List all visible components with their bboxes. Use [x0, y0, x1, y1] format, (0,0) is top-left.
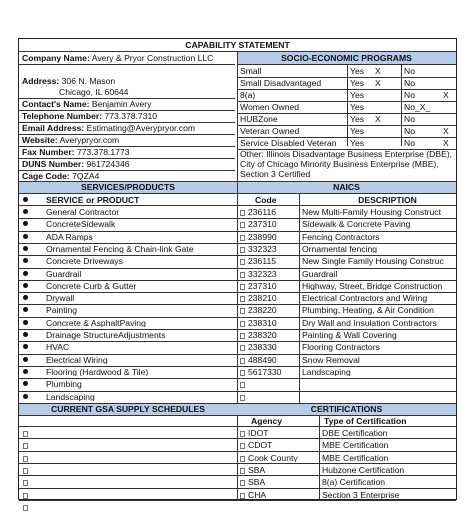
placeholder-box-icon — [240, 259, 245, 265]
socio-yes-option[interactable]: Yes — [350, 115, 365, 124]
socio-yes-mark: X — [375, 67, 381, 76]
service-label: Concrete Driveways — [46, 257, 123, 266]
socio-yes-option[interactable]: Yes — [350, 139, 365, 148]
naics-code-cell — [240, 270, 298, 279]
certification-type-header: Type of Certification — [324, 417, 407, 426]
naics-description: Dry Wall and Insulation Contractors — [302, 318, 437, 328]
service-label: HVAC — [46, 343, 70, 352]
naics-description: Painting & Wall Covering — [302, 331, 397, 340]
service-item — [23, 294, 235, 303]
address-line: Address: 306 N. Mason — [22, 77, 116, 86]
placeholder-box-icon — [240, 456, 245, 462]
placeholder-box-icon — [23, 480, 28, 486]
service-label: Guardrail — [46, 269, 82, 279]
service-item — [23, 220, 235, 229]
naics-code: 237310 — [248, 281, 277, 291]
bullet-icon — [23, 246, 28, 251]
address-line-2: Chicago, IL 60644 — [59, 88, 129, 97]
naics-description: Flooring Contractors — [302, 343, 380, 352]
bullet-icon — [23, 394, 28, 399]
placeholder-box-icon — [240, 395, 245, 401]
bullet-icon — [23, 332, 28, 337]
service-item — [23, 356, 235, 365]
company-name-label: Company Name — [22, 54, 87, 63]
placeholder-box-icon — [240, 358, 245, 364]
company-name: Avery & Pryor Construction LLC — [91, 54, 214, 63]
service-label: Concrete Curb & Gutter — [46, 281, 137, 291]
bullet-icon — [23, 221, 28, 226]
bullet-icon — [23, 320, 28, 325]
service-label: General Contractor — [46, 208, 120, 217]
capability-statement-sheet — [18, 38, 457, 500]
certification-agency: CDOT — [240, 441, 318, 450]
placeholder-box-icon — [240, 382, 245, 388]
socio-yes-option[interactable]: Yes — [350, 67, 365, 76]
placeholder-box-icon — [240, 235, 245, 241]
naics-code: 238990 — [248, 232, 277, 242]
contact-name: Benjamin Avery — [91, 100, 152, 109]
naics-description: Snow Removal — [302, 355, 360, 365]
website-link[interactable]: Averypryor.com — [59, 136, 120, 145]
socio-yes-mark: X — [375, 115, 381, 124]
naics-description: Sidewalk & Concrete Paving — [302, 220, 411, 229]
socio-yes-option[interactable]: Yes — [350, 91, 365, 100]
bullet-icon — [23, 295, 28, 300]
service-item — [23, 393, 235, 402]
socio-program-label: Small — [240, 67, 262, 76]
naics-code: 238220 — [248, 306, 277, 315]
bullet-icon — [23, 369, 28, 374]
naics-code-cell — [240, 294, 298, 303]
placeholder-box-icon — [240, 308, 245, 314]
placeholder-box-icon — [240, 431, 245, 437]
email-address[interactable]: Estimating@Averypryor.com — [86, 124, 196, 133]
naics-description: Guardrail — [302, 269, 338, 279]
naics-code: 238310 — [248, 318, 277, 328]
naics-code-cell — [240, 245, 298, 254]
certification-type: MBE Certification — [322, 441, 389, 450]
service-item — [23, 208, 235, 217]
socio-no-option[interactable]: No — [404, 115, 415, 124]
service-item — [23, 245, 235, 254]
bullet-icon — [23, 209, 28, 214]
naics-description: Landscaping — [302, 367, 351, 377]
socio-yes-option[interactable]: Yes — [350, 103, 365, 112]
naics-header: NAICS — [237, 182, 456, 193]
naics-description: Ornamental fencing — [302, 244, 377, 254]
socio-program-label: Women Owned — [240, 103, 300, 112]
placeholder-box-icon — [240, 272, 245, 278]
service-label: Landscaping — [46, 392, 95, 402]
service-label: Painting — [46, 306, 78, 315]
naics-code-cell — [240, 380, 298, 389]
socio-no-mark: X — [443, 139, 449, 148]
gsa-schedule-cell — [23, 429, 43, 438]
naics-description: Electrical Contractors and Wiring — [302, 294, 428, 303]
fax-line: Fax Number: 773.378.1773 — [22, 148, 130, 157]
certification-agency: SBA — [240, 478, 318, 487]
certification-agency: Cook County — [240, 454, 318, 463]
naics-description: New Single Family Housing Construc — [302, 257, 444, 266]
address-label: Address — [22, 77, 57, 86]
certification-agency: IDOT — [240, 429, 318, 438]
cage-code: 7QZA4 — [72, 172, 100, 181]
naics-code: 236115 — [248, 257, 277, 266]
gsa-schedule-cell — [23, 466, 43, 475]
socio-no-mark: X — [443, 127, 449, 136]
certification-type: Hubzone Certification — [322, 465, 405, 475]
service-label: Plumbing — [46, 380, 82, 389]
service-label: Electrical Wiring — [46, 355, 108, 365]
service-item — [23, 257, 235, 266]
socio-program-label: Service Disabled Veteran — [240, 139, 337, 148]
certification-type: 8(a) Certification — [322, 478, 386, 487]
agency-header: Agency — [251, 417, 283, 426]
socio-program-label: HUBZone — [240, 115, 278, 124]
socio-no-mark: X — [443, 91, 449, 100]
page-title: CAPABILITY STATEMENT — [185, 41, 290, 50]
gsa-schedule-cell — [23, 491, 43, 500]
placeholder-box-icon — [23, 456, 28, 462]
service-item — [23, 306, 235, 315]
naics-description-header: DESCRIPTION — [358, 196, 417, 205]
gsa-schedule-cell — [23, 454, 43, 463]
certification-agency: CHA — [240, 491, 318, 500]
email-line: Email Address: Estimating@Averypryor.com — [22, 124, 196, 133]
bullet-icon — [23, 197, 28, 202]
naics-code: 488490 — [248, 355, 277, 365]
socio-no-option[interactable]: No_X_ — [404, 103, 431, 112]
naics-description: Plumbing, Heating, & Air Condition — [302, 306, 434, 315]
placeholder-box-icon — [240, 222, 245, 228]
service-label: Ornamental Fencing & Chain-link Gate — [46, 244, 194, 254]
naics-code-header: Code — [255, 196, 277, 205]
socio-no-option[interactable]: No — [404, 127, 415, 136]
cage-label: Cage Code — [22, 172, 67, 181]
naics-code-cell — [240, 220, 298, 229]
bullet-icon — [23, 344, 28, 349]
placeholder-box-icon — [23, 443, 28, 449]
bullet-icon — [23, 283, 28, 288]
gsa-schedule-cell — [23, 503, 43, 512]
naics-code-cell — [240, 208, 298, 217]
placeholder-box-icon — [240, 480, 245, 486]
placeholder-box-icon — [23, 468, 28, 474]
service-label: ADA Ramps — [46, 232, 93, 242]
certification-type: DBE Certification — [322, 429, 388, 438]
website-line: Website: Averypryor.com — [22, 136, 120, 145]
placeholder-box-icon — [240, 296, 245, 302]
service-label: Flooring (Hardwood & Tile) — [46, 367, 149, 377]
certification-type: Section 3 Enterprise — [322, 490, 400, 500]
placeholder-box-icon — [240, 333, 245, 339]
service-item — [23, 233, 235, 242]
services-header: SERVICES/PRODUCTS — [19, 182, 237, 193]
cage-line: Cage Code: 7QZA4 — [22, 172, 100, 181]
website-label: Website — [22, 136, 55, 145]
naics-code: 332323 — [248, 244, 277, 254]
phone-number: 773.378.7310 — [104, 112, 158, 121]
phone-label: Telephone Number — [22, 112, 100, 121]
duns-line: DUNS Number: 961724346 — [22, 160, 130, 169]
socio-no-option[interactable]: No — [404, 67, 415, 76]
duns-number: 961724346 — [86, 160, 130, 169]
naics-code-cell — [240, 331, 298, 340]
naics-code: 332323 — [248, 269, 277, 279]
service-item — [23, 331, 235, 340]
naics-code-cell — [240, 343, 298, 352]
bullet-icon — [23, 357, 28, 362]
naics-code-cell — [240, 233, 298, 242]
certifications-header: CERTIFICATIONS — [237, 404, 456, 415]
placeholder-box-icon — [240, 345, 245, 351]
bullet-icon — [23, 307, 28, 312]
gsa-schedule-cell — [23, 478, 43, 487]
naics-code-cell — [240, 319, 298, 328]
company-name-line: Company Name: Avery & Pryor Construction LLC — [22, 54, 214, 63]
socio-no-option[interactable]: No — [404, 91, 415, 100]
socio-no-option[interactable]: No — [404, 139, 415, 148]
socio-other-note: Other: Illinois Disadvantage Business Enterprise (DBE), City of Chicago Minority Business Enterprise (MBE), Section 3 Certified — [240, 149, 453, 179]
placeholder-box-icon — [240, 210, 245, 216]
service-label: Concrete & AsphaltPaving — [46, 318, 146, 328]
naics-code-cell — [240, 282, 298, 291]
bullet-icon — [23, 381, 28, 386]
placeholder-box-icon — [23, 505, 28, 511]
email-label: Email Address — [22, 124, 82, 133]
phone-line: Telephone Number: 773.378.7310 — [22, 112, 158, 121]
naics-code: 236116 — [248, 208, 277, 217]
gsa-header: CURRENT GSA SUPPLY SCHEDULES — [19, 404, 237, 415]
socio-yes-mark: X — [375, 79, 381, 88]
placeholder-box-icon — [240, 247, 245, 253]
naics-code-cell — [240, 356, 298, 365]
naics-description: Highway, Street, Bridge Construction — [302, 281, 443, 291]
placeholder-box-icon — [240, 321, 245, 327]
placeholder-box-icon — [23, 431, 28, 437]
naics-code-cell — [240, 393, 298, 402]
placeholder-box-icon — [240, 493, 245, 499]
bullet-icon — [23, 258, 28, 263]
service-column-header: SERVICE or PRODUCT — [23, 196, 235, 205]
contact-line: Contact's Name: Benjamin Avery — [22, 100, 152, 109]
service-item — [23, 319, 235, 328]
certification-agency: SBA — [240, 466, 318, 475]
service-item — [23, 380, 235, 389]
certification-type: MBE Certification — [322, 453, 389, 463]
address-line-1: 306 N. Mason — [61, 77, 116, 86]
socio-no-option[interactable]: No — [404, 79, 415, 88]
duns-label: DUNS Number — [22, 160, 82, 169]
placeholder-box-icon — [240, 468, 245, 474]
service-label: Drainage StructureAdjustments — [46, 331, 166, 340]
contact-label: Contact's Name — [22, 100, 87, 109]
naics-code: 238210 — [248, 294, 277, 303]
bullet-icon — [23, 234, 28, 239]
socio-header: SOCIO-ECONOMIC PROGRAMS — [237, 52, 456, 64]
service-item — [23, 282, 235, 291]
naics-code-cell — [240, 257, 298, 266]
fax-number: 773.378.1773 — [76, 148, 130, 157]
service-item — [23, 343, 235, 352]
socio-program-label: Veteran Owned — [240, 127, 300, 136]
socio-yes-option[interactable]: Yes — [350, 79, 365, 88]
placeholder-box-icon — [240, 443, 245, 449]
placeholder-box-icon — [240, 370, 245, 376]
bullet-icon — [23, 271, 28, 276]
service-item — [23, 368, 235, 377]
service-item — [23, 270, 235, 279]
naics-code: 5617330 — [248, 367, 282, 377]
naics-description: Fencing Contractors — [302, 232, 380, 242]
fax-label: Fax Number — [22, 148, 72, 157]
naics-description: New Multi-Family Housing Construct — [302, 208, 441, 217]
socio-yes-option[interactable]: Yes — [350, 127, 365, 136]
socio-program-label: Small Disadvantaged — [240, 79, 322, 88]
placeholder-box-icon — [23, 493, 28, 499]
service-label: Drywall — [46, 294, 75, 303]
naics-code: 238320 — [248, 331, 277, 340]
naics-code-cell — [240, 306, 298, 315]
placeholder-box-icon — [240, 284, 245, 290]
naics-code: 237310 — [248, 220, 277, 229]
title-row — [19, 39, 456, 51]
naics-code-cell — [240, 368, 298, 377]
gsa-schedule-cell — [23, 441, 43, 450]
service-label: ConcreteSidewalk — [46, 220, 116, 229]
socio-program-label: 8(a) — [240, 91, 256, 100]
naics-code: 238330 — [248, 343, 277, 352]
